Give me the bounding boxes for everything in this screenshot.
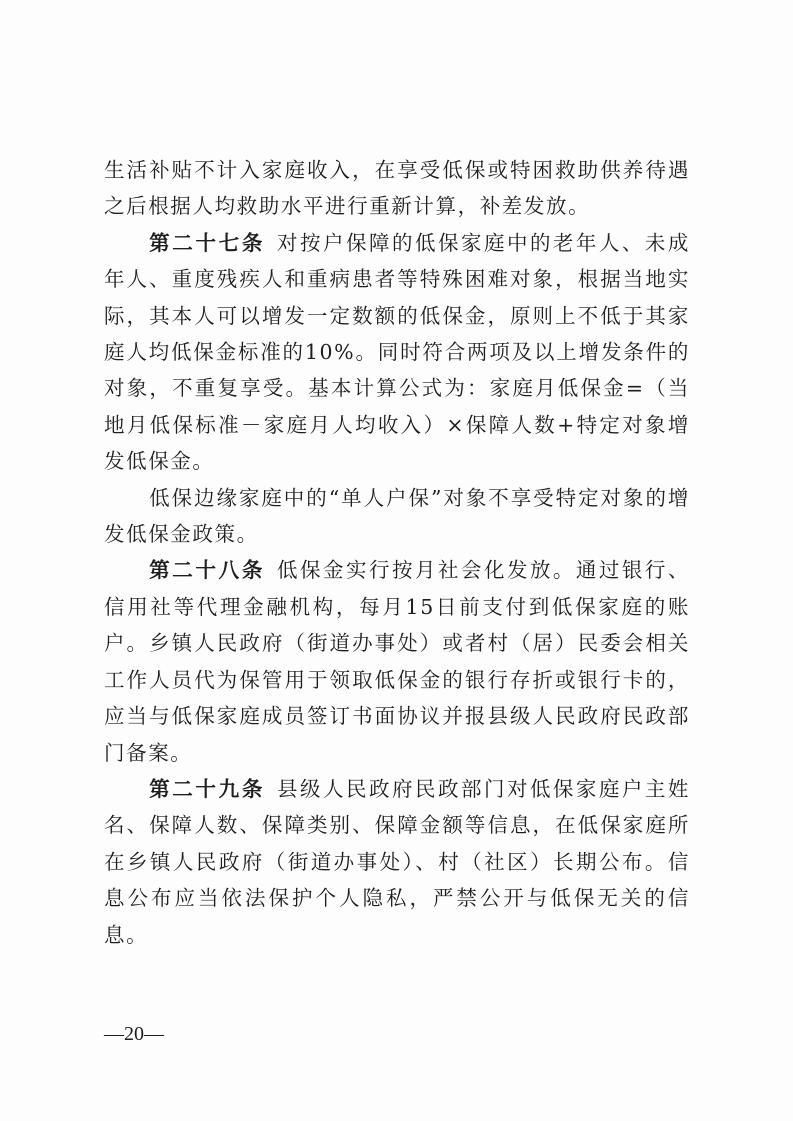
paragraph-text: 低保金实行按月社会化发放。通过银行、信用社等代理金融机构，每月15日前支付到低保家庭的账户。乡镇人民政府（街道办事处）或者村（居）民委会相关工作人员代为保管用于领取低保金的银行存折或银行卡的，应当与低保家庭成员签订书面协议并报县级人民政府民政部门备案。	[104, 558, 690, 765]
paragraph-text: 县级人民政府民政部门对低保家庭户主姓名、保障人数、保障类别、保障金额等信息，在低保家庭所在乡镇人民政府（街道办事处）、村（社区）长期公布。信息公布应当依法保护个人隐私，严禁公开与低保无关的信息。	[104, 776, 690, 947]
document-body	[104, 152, 690, 953]
paragraph-continuation	[104, 152, 690, 225]
article-heading: 第二十九条	[149, 776, 266, 801]
article-heading: 第二十七条	[149, 230, 266, 255]
article-29	[104, 771, 690, 953]
article-heading: 第二十八条	[149, 558, 266, 583]
article-27	[104, 225, 690, 480]
article-28	[104, 552, 690, 770]
paragraph-text: 低保边缘家庭中的“单人户保”对象不享受特定对象的增发低保金政策。	[104, 485, 690, 547]
paragraph-text: 生活补贴不计入家庭收入，在享受低保或特困救助供养待遇之后根据人均救助水平进行重新计算，补差发放。	[104, 158, 690, 219]
paragraph-single-household	[104, 480, 690, 553]
page-number: —20—	[104, 1023, 164, 1045]
paragraph-text: 对按户保障的低保家庭中的老年人、未成年人、重度残疾人和重病患者等特殊困难对象，根据当地实际，其本人可以增发一定数额的低保金，原则上不低于其家庭人均低保金标准的10%。同时符合两项及以上增发条件的对象，不重复享受。基本计算公式为：家庭月低保金=（当地月低保标准－家庭月人均收入）×保障人数+特定对象增发低保金。	[104, 230, 690, 474]
